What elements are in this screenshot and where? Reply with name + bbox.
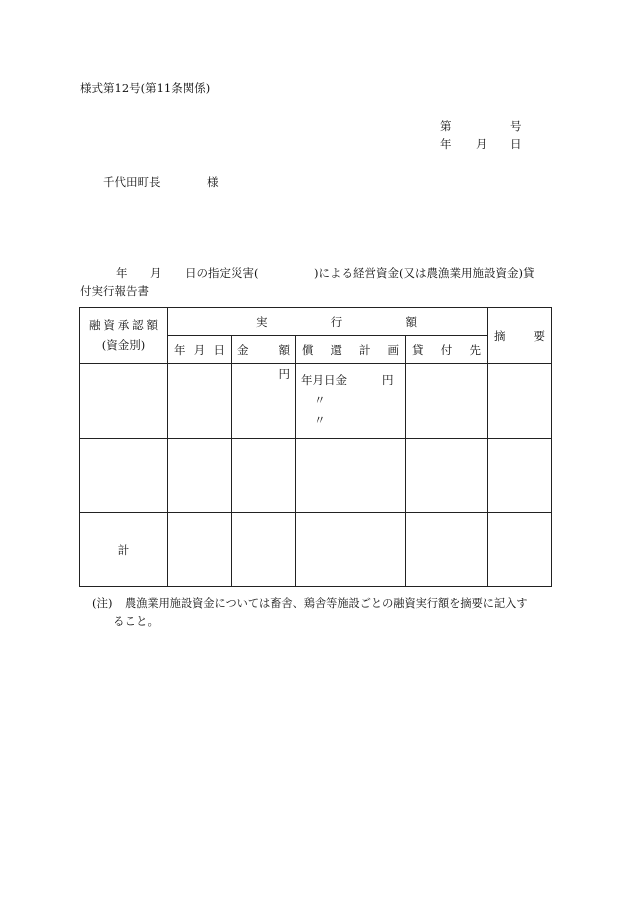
title-line2: 付実行報告書 bbox=[80, 284, 149, 298]
execution-header-char-2: 行 bbox=[330, 314, 343, 329]
remarks-header bbox=[488, 328, 551, 344]
remarks-header-char-1: 摘 bbox=[494, 328, 506, 343]
total-amount-cell bbox=[232, 513, 296, 587]
title-day-text: 日の指定災害( bbox=[185, 266, 259, 280]
table-row bbox=[80, 364, 552, 439]
total-remarks-cell bbox=[488, 513, 552, 587]
date-month: 月 bbox=[476, 137, 488, 151]
row2-approved-cell bbox=[80, 439, 168, 513]
row1-approved-cell bbox=[80, 364, 168, 439]
total-row bbox=[80, 513, 552, 587]
remarks-header-char-2: 要 bbox=[533, 328, 545, 343]
fund-type-subheader: (資金別) bbox=[101, 337, 146, 352]
total-label: 計 bbox=[117, 542, 130, 557]
execution-amount-header bbox=[168, 314, 487, 330]
lender-subheader-cell bbox=[406, 336, 488, 364]
repayment-subheader-char-1: 償 bbox=[302, 342, 314, 357]
title-year: 年 bbox=[116, 266, 128, 280]
note-label: (注) bbox=[92, 596, 113, 610]
date-subheader-char-2: 月 bbox=[193, 342, 206, 357]
addressee-honorific: 様 bbox=[207, 175, 219, 189]
approved-amount-header bbox=[80, 319, 167, 333]
lender-subheader-char-2: 付 bbox=[440, 342, 453, 357]
row1-remarks-cell bbox=[488, 364, 552, 439]
execution-header-char-1: 実 bbox=[256, 314, 268, 329]
execution-amount-header-cell bbox=[168, 308, 488, 336]
amount-subheader-char-2: 額 bbox=[278, 342, 290, 357]
row2-repayment-cell bbox=[296, 439, 406, 513]
report-table bbox=[79, 307, 552, 587]
approved-amount-header-char-4: 認 bbox=[132, 317, 144, 332]
row2-amount-cell bbox=[232, 439, 296, 513]
date-subheader bbox=[168, 342, 231, 358]
amount-subheader bbox=[232, 342, 295, 358]
lender-subheader-char-3: 先 bbox=[469, 342, 481, 357]
amount-subheader-char-1: 金 bbox=[237, 342, 249, 357]
table-row bbox=[80, 439, 552, 513]
row1-date-cell bbox=[168, 364, 232, 439]
amount-subheader-cell bbox=[232, 336, 296, 364]
approved-amount-header-cell bbox=[80, 308, 168, 364]
yen-unit-label: 円 bbox=[278, 367, 290, 381]
execution-header-char-3: 額 bbox=[405, 314, 417, 329]
repayment-subheader-char-3: 計 bbox=[359, 342, 371, 357]
date-subheader-char-1: 年 bbox=[174, 342, 186, 357]
title-rest: )による経営資金(又は農漁業用施設資金)貸 bbox=[314, 266, 535, 280]
row1-repayment-cell bbox=[296, 364, 406, 439]
date-subheader-cell bbox=[168, 336, 232, 364]
ditto-mark-1: 〃 bbox=[314, 393, 326, 407]
row2-remarks-cell bbox=[488, 439, 552, 513]
addressee-title: 千代田町長 bbox=[103, 175, 161, 189]
form-id: 様式第12号(第11条関係) bbox=[80, 81, 211, 95]
repayment-subheader-cell bbox=[296, 336, 406, 364]
approved-amount-header-char-1: 融 bbox=[89, 317, 101, 332]
repayment-subheader bbox=[296, 342, 405, 358]
repayment-subheader-char-2: 還 bbox=[330, 342, 342, 357]
total-label-cell bbox=[80, 513, 168, 587]
total-repayment-cell bbox=[296, 513, 406, 587]
document-number-suffix: 号 bbox=[510, 119, 522, 133]
total-date-cell bbox=[168, 513, 232, 587]
approved-amount-header-char-5: 額 bbox=[146, 317, 158, 332]
row2-date-cell bbox=[168, 439, 232, 513]
document-number-prefix: 第 bbox=[440, 119, 452, 133]
approved-amount-header-char-3: 承 bbox=[117, 317, 130, 332]
repayment-plan-yen: 円 bbox=[382, 373, 394, 387]
lender-subheader-char-1: 貸 bbox=[412, 342, 424, 357]
row1-lender-cell bbox=[406, 364, 488, 439]
date-day: 日 bbox=[510, 137, 522, 151]
date-subheader-char-3: 日 bbox=[213, 342, 225, 357]
note-line2: ること。 bbox=[113, 614, 159, 628]
date-year: 年 bbox=[440, 137, 452, 151]
remarks-header-cell bbox=[488, 308, 552, 364]
row1-amount-cell bbox=[232, 364, 296, 439]
total-lender-cell bbox=[406, 513, 488, 587]
repayment-subheader-char-4: 画 bbox=[387, 342, 399, 357]
ditto-mark-2: 〃 bbox=[314, 413, 326, 427]
repayment-plan-line1: 年月日金 bbox=[301, 373, 347, 387]
lender-subheader bbox=[406, 342, 487, 358]
title-month: 月 bbox=[150, 266, 162, 280]
note-line1: 農漁業用施設資金については畜舎、鶏舎等施設ごとの融資実行額を摘要に記入す bbox=[125, 597, 528, 610]
approved-amount-header-char-2: 資 bbox=[103, 317, 115, 332]
row2-lender-cell bbox=[406, 439, 488, 513]
